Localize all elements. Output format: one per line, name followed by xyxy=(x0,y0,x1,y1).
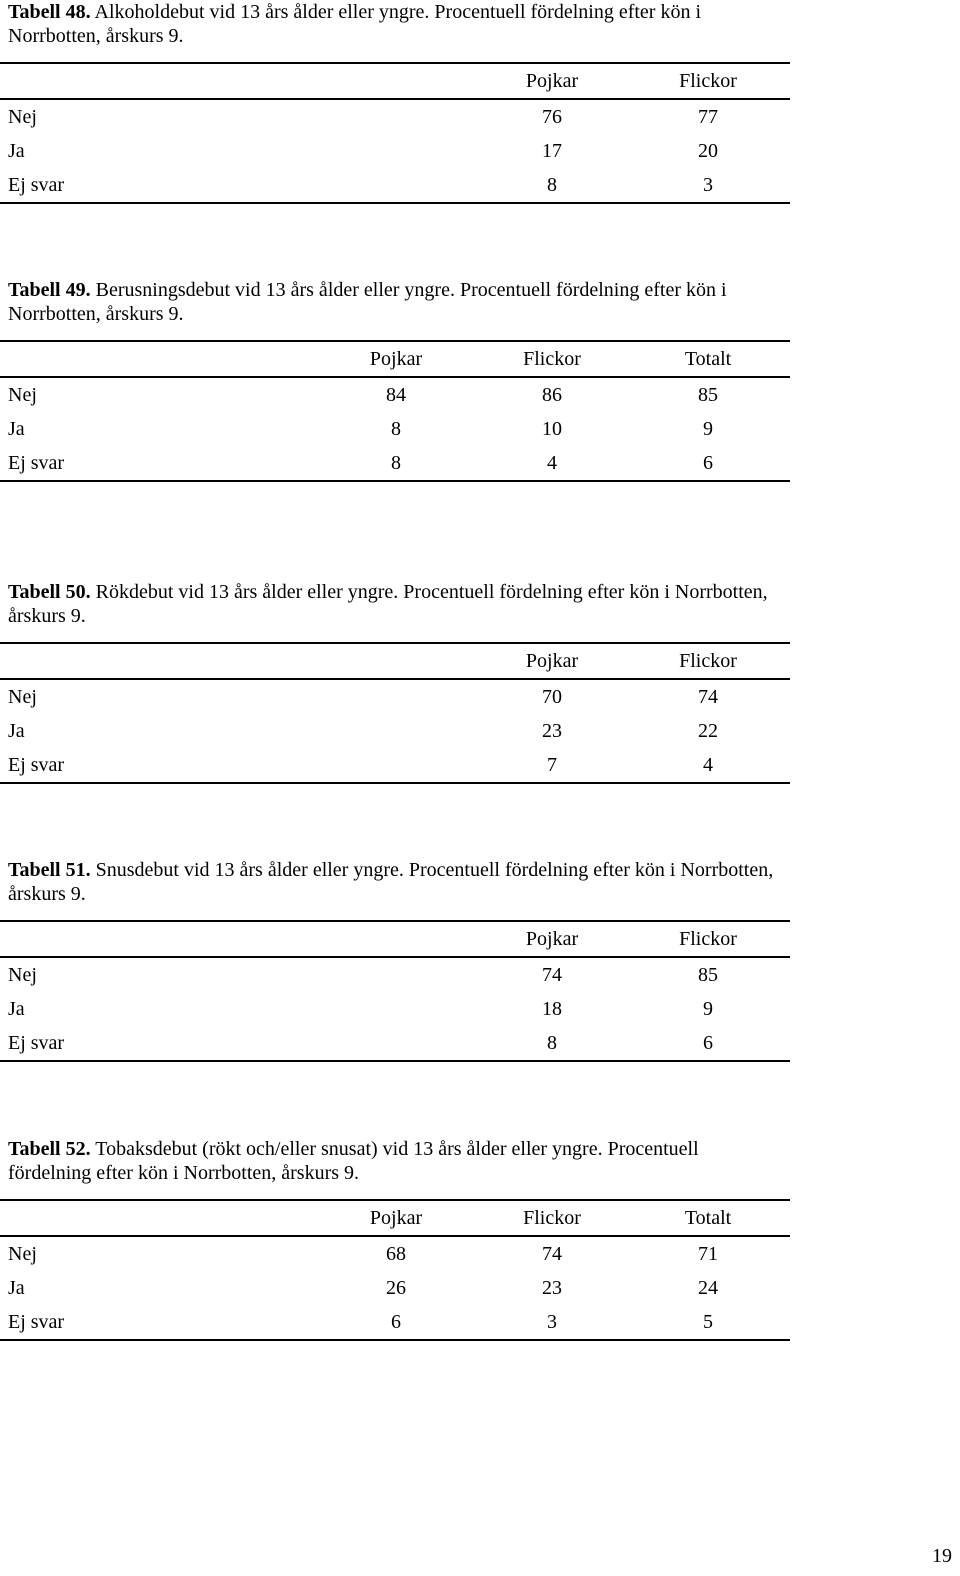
table-caption-label: Tabell 52. xyxy=(8,1138,91,1160)
column-header: Pojkar xyxy=(525,650,579,672)
row-label: Nej xyxy=(8,964,37,986)
table-caption-text: Tobaksdebut (rökt och/eller snusat) vid 13 års ålder eller yngre. Procentuell fördelning efter kön i Norrbotten, årskurs 9. xyxy=(8,1138,699,1184)
table-bottom-rule xyxy=(0,480,790,482)
column-header: Flickor xyxy=(523,1207,581,1229)
table-caption xyxy=(8,0,778,48)
row-label: Ej svar xyxy=(8,1311,65,1333)
table-cell: 3 xyxy=(547,1311,557,1333)
table-cell: 76 xyxy=(542,106,562,128)
table-51 xyxy=(8,858,790,1060)
row-label: Ja xyxy=(8,1277,25,1299)
table-cell: 23 xyxy=(542,1277,562,1299)
table-caption-label: Tabell 48. xyxy=(8,1,91,23)
table-header-row xyxy=(8,922,790,956)
column-header: Pojkar xyxy=(369,348,423,370)
table-cell: 70 xyxy=(542,686,562,708)
data-table xyxy=(8,642,790,782)
row-label: Ej svar xyxy=(8,1032,65,1054)
table-cell: 24 xyxy=(698,1277,718,1299)
table-cell: 84 xyxy=(386,384,406,406)
data-table xyxy=(8,340,790,480)
row-label: Ja xyxy=(8,720,25,742)
data-table xyxy=(8,62,790,202)
table-cell: 86 xyxy=(542,384,562,406)
column-header: Pojkar xyxy=(525,70,579,92)
table-caption-label: Tabell 50. xyxy=(8,581,91,603)
table-cell: 85 xyxy=(698,964,718,986)
table-caption-text: Berusningsdebut vid 13 års ålder eller yngre. Procentuell fördelning efter kön i Norrbotten, årskurs 9. xyxy=(8,279,727,325)
table-caption-label: Tabell 49. xyxy=(8,279,91,301)
table-row xyxy=(8,680,790,714)
table-row xyxy=(8,378,790,412)
table-bottom-rule xyxy=(0,1339,790,1341)
table-row xyxy=(8,1271,790,1305)
table-caption-text: Alkoholdebut vid 13 års ålder eller yngre. Procentuell fördelning efter kön i Norrbotten, årskurs 9. xyxy=(8,1,702,47)
table-caption xyxy=(8,858,790,906)
data-table xyxy=(8,1199,790,1339)
table-cell: 9 xyxy=(703,998,713,1020)
table-cell: 77 xyxy=(698,106,718,128)
column-header: Pojkar xyxy=(525,928,579,950)
row-label: Ej svar xyxy=(8,754,65,776)
table-cell: 18 xyxy=(542,998,562,1020)
table-row xyxy=(8,168,790,202)
table-cell: 17 xyxy=(542,140,562,162)
table-cell: 6 xyxy=(703,452,713,474)
table-48 xyxy=(8,0,790,202)
table-50 xyxy=(8,580,790,782)
table-bottom-rule xyxy=(0,782,790,784)
table-caption-text: Snusdebut vid 13 års ålder eller yngre. Procentuell fördelning efter kön i Norrbotten, årskurs 9. xyxy=(8,859,774,905)
table-cell: 8 xyxy=(547,1032,557,1054)
table-cell: 8 xyxy=(391,452,401,474)
table-cell: 8 xyxy=(391,418,401,440)
column-header: Pojkar xyxy=(369,1207,423,1229)
row-label: Ej svar xyxy=(8,174,65,196)
table-cell: 8 xyxy=(547,174,557,196)
data-table xyxy=(8,920,790,1060)
row-label: Ja xyxy=(8,140,25,162)
table-row xyxy=(8,1305,790,1339)
column-header: Flickor xyxy=(679,650,737,672)
table-cell: 5 xyxy=(703,1311,713,1333)
table-cell: 68 xyxy=(386,1243,406,1265)
table-row xyxy=(8,412,790,446)
table-49 xyxy=(8,278,790,480)
page-number: 19 xyxy=(932,1545,952,1567)
table-row xyxy=(8,748,790,782)
table-caption xyxy=(8,580,790,628)
table-header-row xyxy=(8,644,790,678)
table-cell: 74 xyxy=(698,686,718,708)
row-label: Ej svar xyxy=(8,452,65,474)
column-header: Totalt xyxy=(684,1207,732,1229)
table-bottom-rule xyxy=(0,202,790,204)
table-cell: 3 xyxy=(703,174,713,196)
table-cell: 20 xyxy=(698,140,718,162)
table-caption-label: Tabell 51. xyxy=(8,859,91,881)
row-label: Nej xyxy=(8,1243,37,1265)
column-header: Totalt xyxy=(684,348,732,370)
table-cell: 74 xyxy=(542,1243,562,1265)
table-row xyxy=(8,100,790,134)
table-row xyxy=(8,134,790,168)
column-header: Flickor xyxy=(679,70,737,92)
table-cell: 74 xyxy=(542,964,562,986)
table-cell: 22 xyxy=(698,720,718,742)
row-label: Nej xyxy=(8,384,37,406)
table-cell: 23 xyxy=(542,720,562,742)
table-row xyxy=(8,992,790,1026)
table-bottom-rule xyxy=(0,1060,790,1062)
table-cell: 7 xyxy=(547,754,557,776)
table-cell: 85 xyxy=(698,384,718,406)
table-row xyxy=(8,446,790,480)
table-header-row xyxy=(8,342,790,376)
table-header-row xyxy=(8,64,790,98)
table-header-row xyxy=(8,1201,790,1235)
table-52 xyxy=(8,1137,790,1339)
table-cell: 10 xyxy=(542,418,562,440)
table-caption-text: Rökdebut vid 13 års ålder eller yngre. Procentuell fördelning efter kön i Norrbotten, årskurs 9. xyxy=(8,581,768,627)
table-cell: 71 xyxy=(698,1243,718,1265)
table-caption xyxy=(8,1137,768,1185)
column-header: Flickor xyxy=(523,348,581,370)
table-cell: 26 xyxy=(386,1277,406,1299)
table-cell: 4 xyxy=(703,754,713,776)
column-header: Flickor xyxy=(679,928,737,950)
table-row xyxy=(8,958,790,992)
table-row xyxy=(8,1237,790,1271)
table-cell: 6 xyxy=(703,1032,713,1054)
table-cell: 6 xyxy=(391,1311,401,1333)
table-caption xyxy=(8,278,778,326)
table-row xyxy=(8,714,790,748)
row-label: Ja xyxy=(8,998,25,1020)
table-cell: 4 xyxy=(547,452,557,474)
row-label: Nej xyxy=(8,106,37,128)
row-label: Ja xyxy=(8,418,25,440)
row-label: Nej xyxy=(8,686,37,708)
table-cell: 9 xyxy=(703,418,713,440)
table-row xyxy=(8,1026,790,1060)
